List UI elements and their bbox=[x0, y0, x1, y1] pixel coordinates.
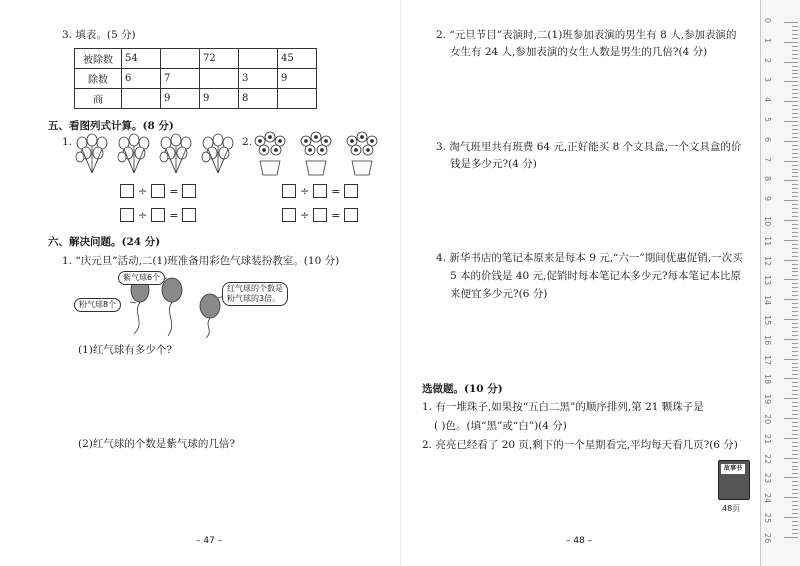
ruler-tick bbox=[784, 220, 798, 221]
answer-box[interactable] bbox=[120, 208, 134, 222]
ruler-minor-tick bbox=[792, 228, 798, 229]
ruler-minor-tick bbox=[792, 105, 798, 106]
answer-box[interactable] bbox=[344, 208, 358, 222]
answer-box[interactable] bbox=[151, 184, 165, 198]
ruler-minor-tick bbox=[792, 149, 798, 150]
ruler-tick bbox=[784, 62, 798, 63]
ruler-minor-tick bbox=[792, 394, 798, 395]
ruler-tick bbox=[784, 378, 798, 379]
ruler-tick bbox=[784, 279, 798, 280]
answer-box[interactable] bbox=[120, 184, 134, 198]
table-cell bbox=[200, 69, 239, 89]
r-q4-line2: 5 本的价钱是 40 元,促销时每本笔记本多少元?每本笔记本比原 bbox=[450, 270, 742, 282]
ruler-minor-tick bbox=[792, 327, 798, 328]
equals-sign: = bbox=[331, 184, 341, 198]
ruler-minor-tick bbox=[792, 236, 798, 237]
ruler-minor-tick bbox=[792, 165, 798, 166]
ruler-minor-tick bbox=[792, 93, 798, 94]
page-number-right: – 48 – bbox=[566, 536, 593, 546]
ruler-number: 4 bbox=[763, 97, 772, 103]
fig1-equation-1 bbox=[120, 184, 196, 198]
ruler-minor-tick bbox=[792, 184, 798, 185]
ruler-minor-tick bbox=[792, 188, 798, 189]
ruler-minor-tick bbox=[792, 525, 798, 526]
section5-title: 五、看图列式计算。(8 分) bbox=[48, 120, 174, 132]
ruler-number: 1 bbox=[763, 37, 772, 43]
ruler-number: 13 bbox=[763, 275, 772, 286]
ruler-minor-tick bbox=[792, 529, 798, 530]
ruler-minor-tick bbox=[792, 38, 798, 39]
r-q2-line1: 2. “元旦节目”表演时,二(1)班参加表演的男生有 8 人,参加表演的 bbox=[436, 29, 737, 41]
question1-text: 1. “庆元旦”活动,二(1)班准备用彩色气球装扮教室。(10 分) bbox=[62, 255, 340, 267]
ruler-minor-tick bbox=[792, 287, 798, 288]
purple-balloon-bubble: 紫气球6个 bbox=[118, 271, 165, 285]
ruler-number: 25 bbox=[763, 513, 772, 524]
balloon-bunch bbox=[76, 134, 107, 173]
ruler-minor-tick bbox=[792, 434, 798, 435]
flower-pots-illustration bbox=[252, 131, 382, 177]
ruler-minor-tick bbox=[792, 370, 798, 371]
ruler-minor-tick bbox=[792, 89, 798, 90]
table-cell: 商 bbox=[75, 89, 122, 109]
ruler-tick bbox=[784, 359, 798, 360]
ruler-number: 9 bbox=[763, 196, 772, 202]
ruler-number: 12 bbox=[763, 255, 772, 266]
ruler-minor-tick bbox=[792, 303, 798, 304]
ruler-minor-tick bbox=[792, 454, 798, 455]
answer-box[interactable] bbox=[282, 208, 296, 222]
ruler-tick bbox=[784, 121, 798, 122]
ruler-minor-tick bbox=[792, 422, 798, 423]
ruler-minor-tick bbox=[792, 46, 798, 47]
answer-box[interactable] bbox=[151, 208, 165, 222]
ruler-minor-tick bbox=[792, 307, 798, 308]
ruler-minor-tick bbox=[792, 85, 798, 86]
ruler-minor-tick bbox=[792, 450, 798, 451]
ruler-minor-tick bbox=[792, 256, 798, 257]
ruler-minor-tick bbox=[792, 224, 798, 225]
ruler-minor-tick bbox=[792, 268, 798, 269]
equals-sign: = bbox=[331, 208, 341, 222]
ruler-minor-tick bbox=[792, 363, 798, 364]
ruler-minor-tick bbox=[792, 244, 798, 245]
ruler-number: 16 bbox=[763, 334, 772, 345]
ruler-minor-tick bbox=[792, 295, 798, 296]
r-q3-line1: 3. 淘气班里共有班费 64 元,正好能买 8 个文具盒,一个文具盒的价 bbox=[436, 141, 742, 153]
answer-box[interactable] bbox=[313, 208, 327, 222]
ruler-minor-tick bbox=[792, 50, 798, 51]
balloon-bunch bbox=[202, 134, 233, 173]
flower-pot bbox=[255, 132, 285, 175]
balloon-bunches-illustration bbox=[72, 133, 242, 177]
fig1-equation-2 bbox=[120, 208, 196, 222]
divide-sign: ÷ bbox=[138, 184, 148, 198]
r-q4-line1: 4. 新华书店的笔记本原来是每本 9 元,“六一”期间优惠促销,一次买 bbox=[436, 252, 743, 264]
ruler-number: 15 bbox=[763, 315, 772, 326]
ruler-number: 6 bbox=[763, 136, 772, 142]
page-gutter bbox=[400, 0, 401, 566]
ruler-minor-tick bbox=[792, 145, 798, 146]
ruler-number: 8 bbox=[763, 176, 772, 182]
ruler-minor-tick bbox=[792, 414, 798, 415]
red-balloon-bubble bbox=[222, 282, 288, 306]
ruler-minor-tick bbox=[792, 176, 798, 177]
ruler-tick bbox=[784, 161, 798, 162]
table-cell: 9 bbox=[161, 89, 200, 109]
ruler-minor-tick bbox=[792, 402, 798, 403]
ruler-minor-tick bbox=[792, 26, 798, 27]
fig2-equation-1 bbox=[282, 184, 358, 198]
ruler-number: 26 bbox=[763, 532, 772, 543]
ruler-minor-tick bbox=[792, 117, 798, 118]
ruler-minor-tick bbox=[792, 77, 798, 78]
ruler-tick bbox=[784, 458, 798, 459]
ruler-minor-tick bbox=[792, 335, 798, 336]
table-row bbox=[75, 69, 317, 89]
ruler-tick bbox=[784, 418, 798, 419]
red-balloon bbox=[200, 294, 220, 318]
ruler-tick bbox=[784, 477, 798, 478]
ruler-number: 7 bbox=[763, 156, 772, 162]
ruler-tick bbox=[784, 81, 798, 82]
figure1-number: 1. bbox=[62, 136, 73, 148]
ruler-tick bbox=[784, 299, 798, 300]
ruler-tick bbox=[784, 517, 798, 518]
equals-sign: = bbox=[169, 208, 179, 222]
r-q4-line3: 来便宜多少元?(6 分) bbox=[450, 288, 548, 300]
equals-sign: = bbox=[169, 184, 179, 198]
ruler-minor-tick bbox=[792, 54, 798, 55]
ruler-minor-tick bbox=[792, 212, 798, 213]
ruler-minor-tick bbox=[792, 109, 798, 110]
ruler-minor-tick bbox=[792, 169, 798, 170]
ruler-minor-tick bbox=[792, 252, 798, 253]
ruler-minor-tick bbox=[792, 410, 798, 411]
table-cell: 6 bbox=[122, 69, 161, 89]
ruler-number: 22 bbox=[763, 453, 772, 464]
ruler-minor-tick bbox=[792, 133, 798, 134]
divide-sign: ÷ bbox=[300, 184, 310, 198]
ruler-minor-tick bbox=[792, 355, 798, 356]
story-book-label: 故事书 bbox=[721, 464, 745, 474]
ruler-minor-tick bbox=[792, 271, 798, 272]
ruler-minor-tick bbox=[792, 70, 798, 71]
ruler-minor-tick bbox=[792, 323, 798, 324]
ruler-minor-tick bbox=[792, 248, 798, 249]
ruler-minor-tick bbox=[792, 113, 798, 114]
ruler-number: 23 bbox=[763, 473, 772, 484]
ruler-minor-tick bbox=[792, 505, 798, 506]
ruler-tick bbox=[784, 101, 798, 102]
table-cell bbox=[122, 89, 161, 109]
ruler-tick bbox=[784, 42, 798, 43]
r-q3-line2: 钱是多少元?(4 分) bbox=[450, 158, 537, 170]
table-cell bbox=[278, 89, 317, 109]
ruler-tick bbox=[784, 141, 798, 142]
ruler-minor-tick bbox=[792, 311, 798, 312]
ruler-minor-tick bbox=[792, 374, 798, 375]
answer-box[interactable] bbox=[182, 208, 196, 222]
ruler-minor-tick bbox=[792, 442, 798, 443]
red-bubble-line1: 红气球的个数是 bbox=[227, 284, 283, 293]
figure2-number: 2. bbox=[242, 136, 253, 148]
table-cell: 9 bbox=[278, 69, 317, 89]
table-cell bbox=[239, 49, 278, 69]
divide-sign: ÷ bbox=[138, 208, 148, 222]
ruler-minor-tick bbox=[792, 485, 798, 486]
ruler-number: 3 bbox=[763, 77, 772, 83]
ruler-minor-tick bbox=[792, 446, 798, 447]
ruler-minor-tick bbox=[792, 58, 798, 59]
ruler-number: 14 bbox=[763, 295, 772, 306]
table-cell: 54 bbox=[122, 49, 161, 69]
ruler-minor-tick bbox=[792, 521, 798, 522]
ruler-minor-tick bbox=[792, 481, 798, 482]
ruler-minor-tick bbox=[792, 66, 798, 67]
ruler-minor-tick bbox=[792, 172, 798, 173]
ruler-tick bbox=[784, 497, 798, 498]
ruler-minor-tick bbox=[792, 315, 798, 316]
ruler-minor-tick bbox=[792, 129, 798, 130]
ruler-minor-tick bbox=[792, 208, 798, 209]
ruler-tick bbox=[784, 319, 798, 320]
ruler-minor-tick bbox=[792, 232, 798, 233]
ruler-minor-tick bbox=[792, 216, 798, 217]
ruler-minor-tick bbox=[792, 533, 798, 534]
purple-balloon bbox=[162, 278, 182, 302]
ruler-minor-tick bbox=[792, 192, 798, 193]
ruler-minor-tick bbox=[792, 426, 798, 427]
ruler-number: 18 bbox=[763, 374, 772, 385]
q1-subquestion-2: (2)红气球的个数是紫气球的几倍? bbox=[78, 438, 236, 450]
story-book-pages: 48页 bbox=[722, 504, 741, 513]
ruler-minor-tick bbox=[792, 493, 798, 494]
ruler-number: 20 bbox=[763, 414, 772, 425]
ruler-minor-tick bbox=[792, 196, 798, 197]
ruler-tick bbox=[784, 339, 798, 340]
table-row bbox=[75, 89, 317, 109]
ruler-number: 21 bbox=[763, 433, 772, 444]
ruler-tick bbox=[784, 398, 798, 399]
ruler-number: 0 bbox=[763, 18, 772, 24]
ruler-minor-tick bbox=[792, 73, 798, 74]
ruler-minor-tick bbox=[792, 406, 798, 407]
ruler-minor-tick bbox=[792, 283, 798, 284]
ruler-minor-tick bbox=[792, 489, 798, 490]
ruler-minor-tick bbox=[792, 30, 798, 31]
ruler-tick bbox=[784, 537, 798, 538]
ruler-tick bbox=[784, 240, 798, 241]
answer-box[interactable] bbox=[313, 184, 327, 198]
fig2-equation-2 bbox=[282, 208, 358, 222]
ruler-minor-tick bbox=[792, 351, 798, 352]
ruler-minor-tick bbox=[792, 125, 798, 126]
flower-pot bbox=[301, 132, 331, 175]
ruler-minor-tick bbox=[792, 34, 798, 35]
ruler-minor-tick bbox=[792, 137, 798, 138]
ruler-minor-tick bbox=[792, 343, 798, 344]
ruler-minor-tick bbox=[792, 473, 798, 474]
ruler-minor-tick bbox=[792, 367, 798, 368]
ruler-minor-tick bbox=[792, 382, 798, 383]
ruler-tick bbox=[784, 22, 798, 23]
ruler-tick bbox=[784, 180, 798, 181]
ruler-minor-tick bbox=[792, 157, 798, 158]
ruler-number: 24 bbox=[763, 493, 772, 504]
ruler-number: 5 bbox=[763, 117, 772, 123]
ruler-minor-tick bbox=[792, 347, 798, 348]
table-cell: 除数 bbox=[75, 69, 122, 89]
table-row bbox=[75, 49, 317, 69]
ruler-minor-tick bbox=[792, 275, 798, 276]
table-cell: 8 bbox=[239, 89, 278, 109]
balloon-bunch bbox=[118, 134, 149, 173]
ruler-number: 17 bbox=[763, 354, 772, 365]
q1-subquestion-1: (1)红气球有多少个? bbox=[78, 344, 173, 356]
table-cell: 3 bbox=[239, 69, 278, 89]
ruler-number: 19 bbox=[763, 394, 772, 405]
ruler-tick bbox=[784, 438, 798, 439]
r-q2-line2: 女生有 24 人,参加表演的女生人数是男生的几倍?(4 分) bbox=[450, 46, 708, 58]
ruler-number: 2 bbox=[763, 57, 772, 63]
ruler-minor-tick bbox=[792, 466, 798, 467]
table-cell bbox=[161, 49, 200, 69]
ruler-tick bbox=[784, 200, 798, 201]
ruler-minor-tick bbox=[792, 204, 798, 205]
ruler-minor-tick bbox=[792, 462, 798, 463]
table-cell: 9 bbox=[200, 89, 239, 109]
ruler-minor-tick bbox=[792, 513, 798, 514]
ruler-minor-tick bbox=[792, 386, 798, 387]
opt-q1-line2: ( )色。(填“黑”或“白”)(4 分) bbox=[434, 420, 567, 432]
ruler-minor-tick bbox=[792, 509, 798, 510]
opt-q2: 2. 亮亮已经看了 20 页,剩下的一个星期看完,平均每天看几页?(6 分) bbox=[422, 439, 738, 451]
flower-pot bbox=[347, 132, 377, 175]
ruler-minor-tick bbox=[792, 264, 798, 265]
table-cell: 72 bbox=[200, 49, 239, 69]
page-number-left: – 47 – bbox=[196, 536, 223, 546]
ruler-minor-tick bbox=[792, 153, 798, 154]
ruler-minor-tick bbox=[792, 430, 798, 431]
ruler-tick bbox=[784, 260, 798, 261]
ruler-minor-tick bbox=[792, 97, 798, 98]
divide-sign: ÷ bbox=[300, 208, 310, 222]
table-cell: 45 bbox=[278, 49, 317, 69]
red-bubble-line2: 粉气球的3倍。 bbox=[227, 294, 281, 303]
optional-section-title: 选做题。(10 分) bbox=[422, 383, 503, 395]
answer-box[interactable] bbox=[182, 184, 196, 198]
answer-box[interactable] bbox=[344, 184, 358, 198]
ruler-number: 11 bbox=[763, 235, 772, 246]
opt-q1-line1: 1. 有一堆珠子,如果按“五白二黑”的顺序排列,第 21 颗珠子是 bbox=[422, 401, 704, 413]
section6-title: 六、解决问题。(24 分) bbox=[48, 236, 161, 248]
ruler-minor-tick bbox=[792, 390, 798, 391]
balloon-bunch bbox=[160, 134, 191, 173]
division-table bbox=[74, 48, 317, 109]
ruler-minor-tick bbox=[792, 469, 798, 470]
ruler-number: 10 bbox=[763, 216, 772, 227]
ruler-minor-tick bbox=[792, 291, 798, 292]
pink-balloon-bubble: 粉气球8个 bbox=[74, 298, 121, 312]
answer-box[interactable] bbox=[282, 184, 296, 198]
table-cell: 7 bbox=[161, 69, 200, 89]
table-cell: 被除数 bbox=[75, 49, 122, 69]
ruler-minor-tick bbox=[792, 501, 798, 502]
ruler-minor-tick bbox=[792, 331, 798, 332]
q3-title: 3. 填表。(5 分) bbox=[62, 29, 136, 41]
